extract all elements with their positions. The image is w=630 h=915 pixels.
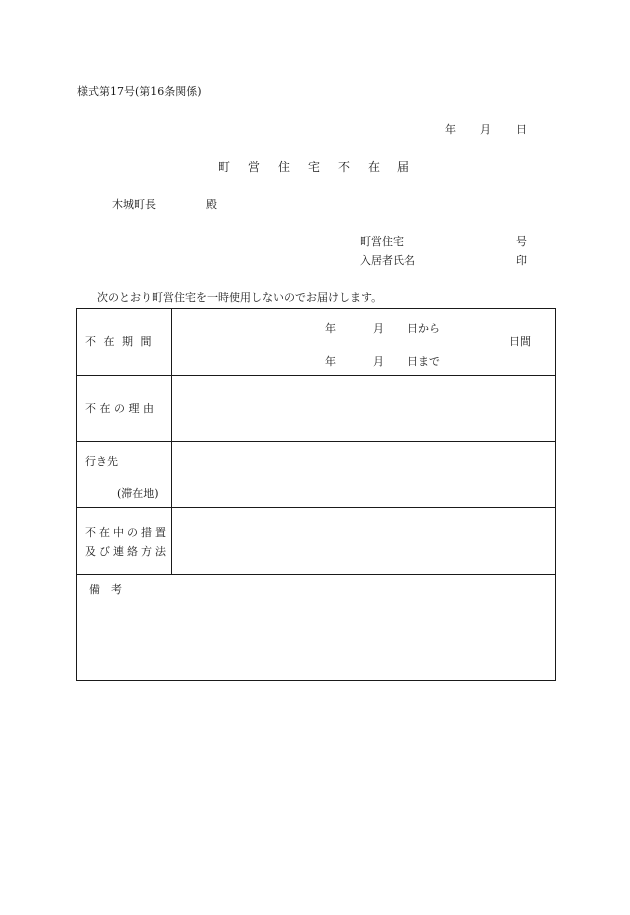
- destination-label: 行き先: [85, 455, 118, 468]
- destination-sublabel: (滞在地): [117, 487, 159, 500]
- row-divider: [77, 574, 555, 575]
- intro-text: 次のとおり町営住宅を一時使用しないのでお届けします。: [97, 291, 383, 304]
- remarks-label: 備 考: [89, 583, 122, 596]
- title-char: 住: [278, 160, 291, 174]
- reason-label: 不 在 の 理 由: [85, 402, 154, 415]
- housing-label: 町営住宅: [360, 235, 404, 248]
- date-year: 年: [445, 123, 456, 136]
- notification-table: [76, 308, 556, 681]
- measures-label-line2: 及び連絡方法: [85, 545, 169, 558]
- row-divider: [77, 507, 555, 508]
- row-divider: [77, 375, 555, 376]
- title-char: 町: [218, 160, 231, 174]
- row-divider: [77, 441, 555, 442]
- housing-number-suffix: 号: [516, 235, 527, 248]
- addressee-name: 木城町長: [112, 198, 156, 211]
- period-label: 不 在 期 間: [85, 335, 154, 348]
- addressee-honorific: 殿: [206, 198, 217, 211]
- seal-mark: 印: [516, 254, 527, 267]
- period-days: 日間: [509, 335, 531, 348]
- title-char: 宅: [308, 160, 321, 174]
- title-char: 在: [368, 160, 381, 174]
- period-start-year: 年: [325, 322, 336, 335]
- form-number: 様式第17号(第16条関係): [77, 85, 202, 98]
- period-start-day: 日から: [407, 322, 440, 335]
- period-end-year: 年: [325, 355, 336, 368]
- period-start-month: 月: [373, 322, 384, 335]
- date-month: 月: [480, 123, 491, 136]
- date-day: 日: [516, 123, 527, 136]
- resident-name-label: 入居者氏名: [360, 254, 415, 267]
- measures-label-line1: 不在中の措置: [85, 526, 169, 539]
- column-divider: [171, 309, 172, 575]
- period-end-month: 月: [373, 355, 384, 368]
- title-char: 届: [397, 160, 410, 174]
- period-end-day: 日まで: [407, 355, 440, 368]
- title-char: 不: [338, 160, 351, 174]
- title-char: 営: [248, 160, 261, 174]
